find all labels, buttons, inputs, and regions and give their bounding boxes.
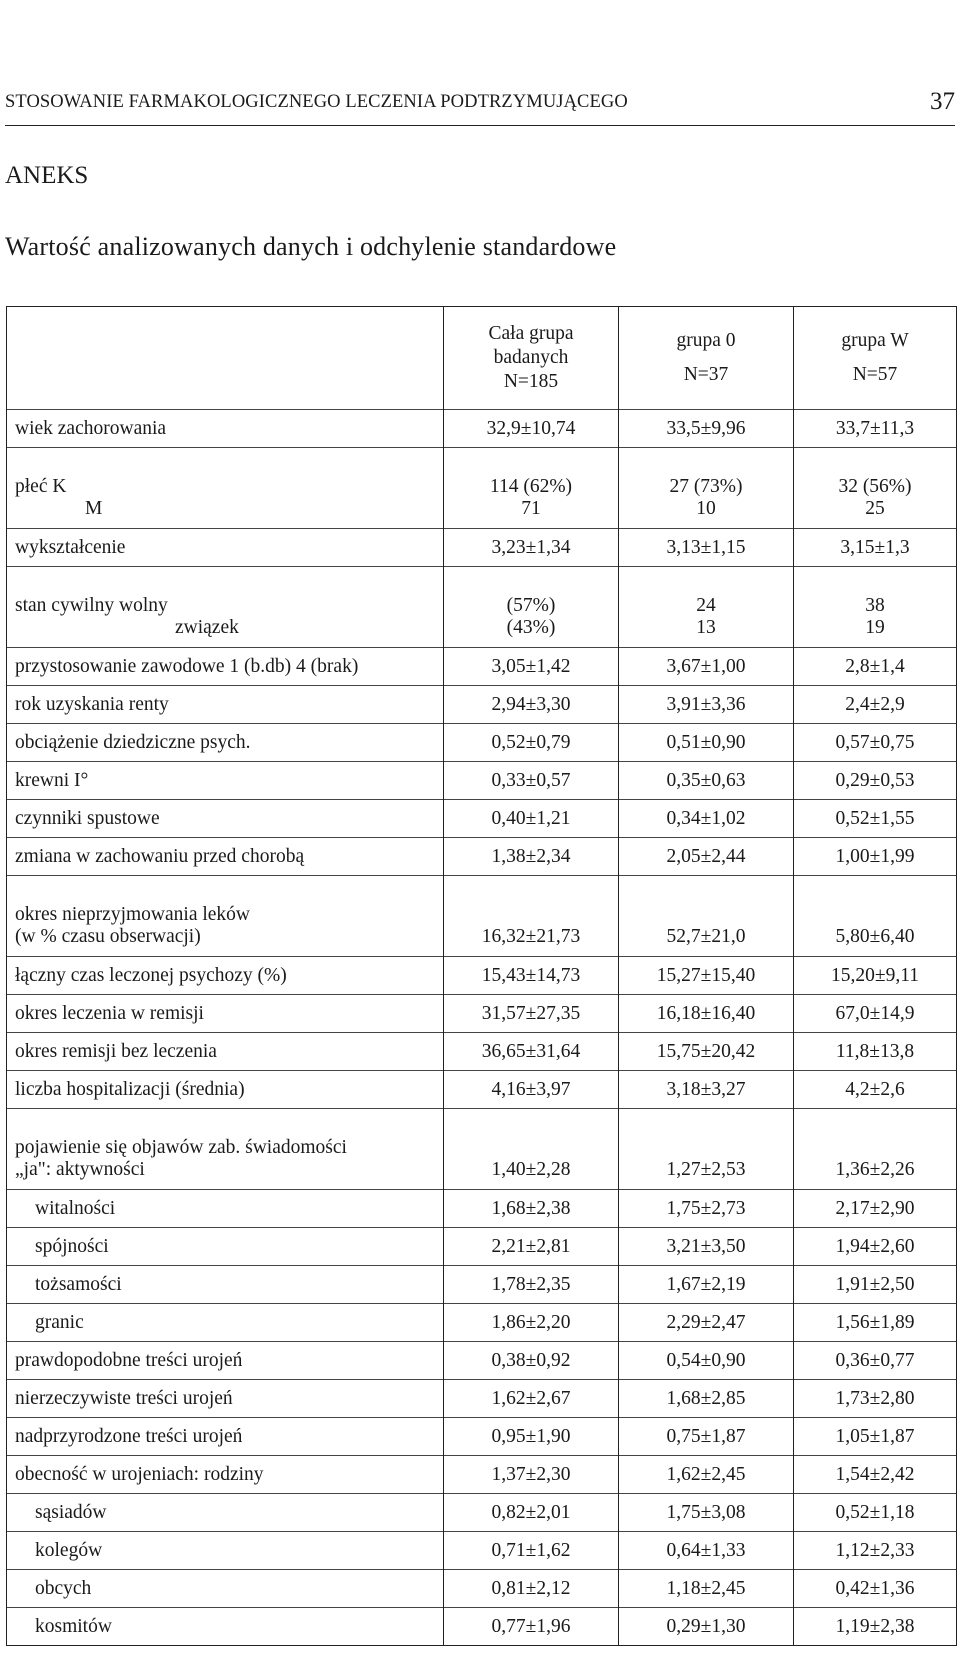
table-row (7, 1380, 957, 1418)
cell-whole-group: 1,78±2,35 (444, 1266, 619, 1304)
cell-group-w: 0,29±0,53 (794, 762, 957, 800)
cell-group-w: 5,80±6,40 (794, 876, 957, 957)
table-row (7, 1033, 957, 1071)
cell-whole-group: 32,9±10,74 (444, 410, 619, 448)
cell-whole-group (444, 567, 619, 648)
cell-whole-group: 0,71±1,62 (444, 1532, 619, 1570)
cell-group-0: 16,18±16,40 (619, 995, 794, 1033)
table-caption: Wartość analizowanych danych i odchylenie standardowe (5, 232, 617, 261)
header-n: N=57 (852, 364, 898, 385)
table-header-row (7, 307, 957, 410)
cell-group-w: 1,56±1,89 (794, 1304, 957, 1342)
cell-group-w: 11,8±13,8 (794, 1033, 957, 1071)
table-row (7, 1608, 957, 1646)
header-group-0 (619, 307, 794, 410)
cell-group-w: 3,15±1,3 (794, 529, 957, 567)
cell-line: 25 (865, 498, 885, 519)
table-row (7, 567, 957, 648)
row-label-line: „ja": aktywności (15, 1159, 145, 1180)
header-text: grupa W (841, 330, 909, 351)
cell-group-0: 2,05±2,44 (619, 838, 794, 876)
row-label: wykształcenie (7, 529, 444, 567)
row-label-line: (w % czasu obserwacji) (15, 926, 201, 947)
row-label: wiek zachorowania (7, 410, 444, 448)
table-row (7, 1342, 957, 1380)
cell-group-0: 3,18±3,27 (619, 1071, 794, 1109)
cell-group-0: 1,18±2,45 (619, 1570, 794, 1608)
header-text: grupa 0 (676, 330, 736, 351)
data-table (6, 306, 957, 1646)
cell-group-0: 15,75±20,42 (619, 1033, 794, 1071)
cell-group-0: 0,35±0,63 (619, 762, 794, 800)
table-row (7, 648, 957, 686)
table-row (7, 876, 957, 957)
cell-whole-group: 0,38±0,92 (444, 1342, 619, 1380)
table-row (7, 686, 957, 724)
running-head (5, 88, 955, 118)
data-table-container (6, 306, 956, 1646)
row-label: kolegów (7, 1532, 444, 1570)
cell-whole-group: 1,40±2,28 (444, 1109, 619, 1190)
row-label: sąsiadów (7, 1494, 444, 1532)
cell-group-0: 1,75±3,08 (619, 1494, 794, 1532)
section-title: ANEKS (5, 162, 89, 189)
row-label: czynniki spustowe (7, 800, 444, 838)
row-label: nierzeczywiste treści urojeń (7, 1380, 444, 1418)
row-label: okres remisji bez leczenia (7, 1033, 444, 1071)
row-label: okres leczenia w remisji (7, 995, 444, 1033)
table-row (7, 995, 957, 1033)
cell-group-0 (619, 448, 794, 529)
cell-group-0: 1,62±2,45 (619, 1456, 794, 1494)
cell-group-0: 0,34±1,02 (619, 800, 794, 838)
row-label-line: okres nieprzyjmowania leków (15, 904, 251, 925)
page-number: 37 (930, 88, 955, 115)
cell-group-w: 0,42±1,36 (794, 1570, 957, 1608)
cell-group-0: 0,29±1,30 (619, 1608, 794, 1646)
row-label: obecność w urojeniach: rodziny (7, 1456, 444, 1494)
cell-whole-group: 1,37±2,30 (444, 1456, 619, 1494)
cell-group-0: 3,13±1,15 (619, 529, 794, 567)
row-label: zmiana w zachowaniu przed chorobą (7, 838, 444, 876)
cell-group-w: 2,4±2,9 (794, 686, 957, 724)
table-row (7, 1532, 957, 1570)
table-row (7, 1071, 957, 1109)
table-row (7, 762, 957, 800)
cell-line: 10 (696, 498, 716, 519)
cell-group-0: 3,67±1,00 (619, 648, 794, 686)
cell-group-w: 33,7±11,3 (794, 410, 957, 448)
row-label: liczba hospitalizacji (średnia) (7, 1071, 444, 1109)
row-label: kosmitów (7, 1608, 444, 1646)
cell-line: 19 (865, 617, 885, 638)
cell-whole-group: 0,95±1,90 (444, 1418, 619, 1456)
row-label (7, 448, 444, 529)
cell-line: (43%) (506, 617, 556, 638)
row-label: przystosowanie zawodowe 1 (b.db) 4 (brak) (7, 648, 444, 686)
table-row (7, 1109, 957, 1190)
cell-whole-group: 3,23±1,34 (444, 529, 619, 567)
header-rule (5, 125, 955, 126)
header-text: Cała grupa (488, 323, 574, 344)
cell-group-0: 0,64±1,33 (619, 1532, 794, 1570)
table-row (7, 1418, 957, 1456)
cell-group-w: 0,52±1,55 (794, 800, 957, 838)
row-label-line: pojawienie się objawów zab. świadomości (15, 1137, 347, 1158)
cell-line: 114 (62%) (489, 476, 573, 497)
cell-line: 32 (56%) (838, 476, 912, 497)
cell-group-0: 2,29±2,47 (619, 1304, 794, 1342)
row-label: krewni I° (7, 762, 444, 800)
table-row (7, 1190, 957, 1228)
cell-group-0: 1,68±2,85 (619, 1380, 794, 1418)
table-row (7, 1266, 957, 1304)
cell-whole-group: 15,43±14,73 (444, 957, 619, 995)
table-row (7, 529, 957, 567)
row-label: granic (7, 1304, 444, 1342)
row-label: spójności (7, 1228, 444, 1266)
header-n: N=37 (683, 364, 729, 385)
cell-group-w (794, 567, 957, 648)
row-label: obcych (7, 1570, 444, 1608)
cell-line: (57%) (506, 595, 556, 616)
cell-group-w: 1,12±2,33 (794, 1532, 957, 1570)
cell-whole-group: 36,65±31,64 (444, 1033, 619, 1071)
table-row (7, 957, 957, 995)
row-label: nadprzyrodzone treści urojeń (7, 1418, 444, 1456)
cell-whole-group: 0,40±1,21 (444, 800, 619, 838)
header-text: badanych (493, 347, 569, 368)
cell-line: 27 (73%) (669, 476, 743, 497)
header-n: N=185 (503, 371, 559, 392)
cell-line: 24 (696, 595, 716, 616)
cell-whole-group: 1,86±2,20 (444, 1304, 619, 1342)
row-label: rok uzyskania renty (7, 686, 444, 724)
cell-whole-group: 0,52±0,79 (444, 724, 619, 762)
cell-group-w: 1,05±1,87 (794, 1418, 957, 1456)
cell-whole-group: 4,16±3,97 (444, 1071, 619, 1109)
header-group-w (794, 307, 957, 410)
row-label-line: płeć K (15, 476, 67, 497)
cell-group-w: 67,0±14,9 (794, 995, 957, 1033)
cell-group-0: 1,75±2,73 (619, 1190, 794, 1228)
cell-group-w: 1,94±2,60 (794, 1228, 957, 1266)
cell-group-0: 33,5±9,96 (619, 410, 794, 448)
cell-group-w: 1,91±2,50 (794, 1266, 957, 1304)
row-label-line: związek (175, 617, 239, 638)
cell-group-w: 2,8±1,4 (794, 648, 957, 686)
cell-group-0 (619, 567, 794, 648)
table-row (7, 838, 957, 876)
cell-line: 38 (865, 595, 885, 616)
row-label (7, 876, 444, 957)
cell-group-w: 1,19±2,38 (794, 1608, 957, 1646)
cell-group-w: 1,54±2,42 (794, 1456, 957, 1494)
cell-group-w: 15,20±9,11 (794, 957, 957, 995)
cell-group-0: 1,27±2,53 (619, 1109, 794, 1190)
cell-whole-group: 3,05±1,42 (444, 648, 619, 686)
cell-whole-group: 1,68±2,38 (444, 1190, 619, 1228)
cell-whole-group: 0,77±1,96 (444, 1608, 619, 1646)
cell-whole-group: 2,21±2,81 (444, 1228, 619, 1266)
table-row (7, 410, 957, 448)
cell-group-0: 15,27±15,40 (619, 957, 794, 995)
cell-group-0: 0,51±0,90 (619, 724, 794, 762)
cell-group-w: 1,00±1,99 (794, 838, 957, 876)
row-label (7, 1109, 444, 1190)
cell-whole-group: 0,81±2,12 (444, 1570, 619, 1608)
cell-group-w: 4,2±2,6 (794, 1071, 957, 1109)
row-label-line: stan cywilny wolny (15, 595, 168, 616)
cell-group-0: 52,7±21,0 (619, 876, 794, 957)
row-label: witalności (7, 1190, 444, 1228)
table-row (7, 1494, 957, 1532)
row-label: tożsamości (7, 1266, 444, 1304)
cell-whole-group: 16,32±21,73 (444, 876, 619, 957)
row-label-line: M (85, 498, 103, 519)
cell-whole-group: 0,33±0,57 (444, 762, 619, 800)
table-row (7, 1570, 957, 1608)
cell-whole-group: 1,38±2,34 (444, 838, 619, 876)
table-row (7, 800, 957, 838)
cell-group-w: 2,17±2,90 (794, 1190, 957, 1228)
header-whole-group (444, 307, 619, 410)
cell-group-w: 1,73±2,80 (794, 1380, 957, 1418)
cell-group-w (794, 448, 957, 529)
cell-whole-group (444, 448, 619, 529)
header-empty-cell (7, 307, 444, 410)
cell-whole-group: 2,94±3,30 (444, 686, 619, 724)
cell-group-0: 0,54±0,90 (619, 1342, 794, 1380)
cell-whole-group: 0,82±2,01 (444, 1494, 619, 1532)
table-row (7, 1228, 957, 1266)
cell-group-w: 0,52±1,18 (794, 1494, 957, 1532)
cell-line: 71 (521, 498, 541, 519)
cell-group-0: 3,21±3,50 (619, 1228, 794, 1266)
cell-whole-group: 1,62±2,67 (444, 1380, 619, 1418)
cell-line: 13 (696, 617, 716, 638)
table-row (7, 448, 957, 529)
table-row (7, 1304, 957, 1342)
table-row (7, 724, 957, 762)
row-label: prawdopodobne treści urojeń (7, 1342, 444, 1380)
row-label: łączny czas leczonej psychozy (%) (7, 957, 444, 995)
cell-group-0: 3,91±3,36 (619, 686, 794, 724)
cell-group-w: 1,36±2,26 (794, 1109, 957, 1190)
table-row (7, 1456, 957, 1494)
cell-whole-group: 31,57±27,35 (444, 995, 619, 1033)
cell-group-w: 0,57±0,75 (794, 724, 957, 762)
cell-group-w: 0,36±0,77 (794, 1342, 957, 1380)
cell-group-0: 0,75±1,87 (619, 1418, 794, 1456)
row-label (7, 567, 444, 648)
running-title: STOSOWANIE FARMAKOLOGICZNEGO LECZENIA PODTRZYMUJĄCEGO (5, 92, 628, 112)
row-label: obciążenie dziedziczne psych. (7, 724, 444, 762)
cell-group-0: 1,67±2,19 (619, 1266, 794, 1304)
